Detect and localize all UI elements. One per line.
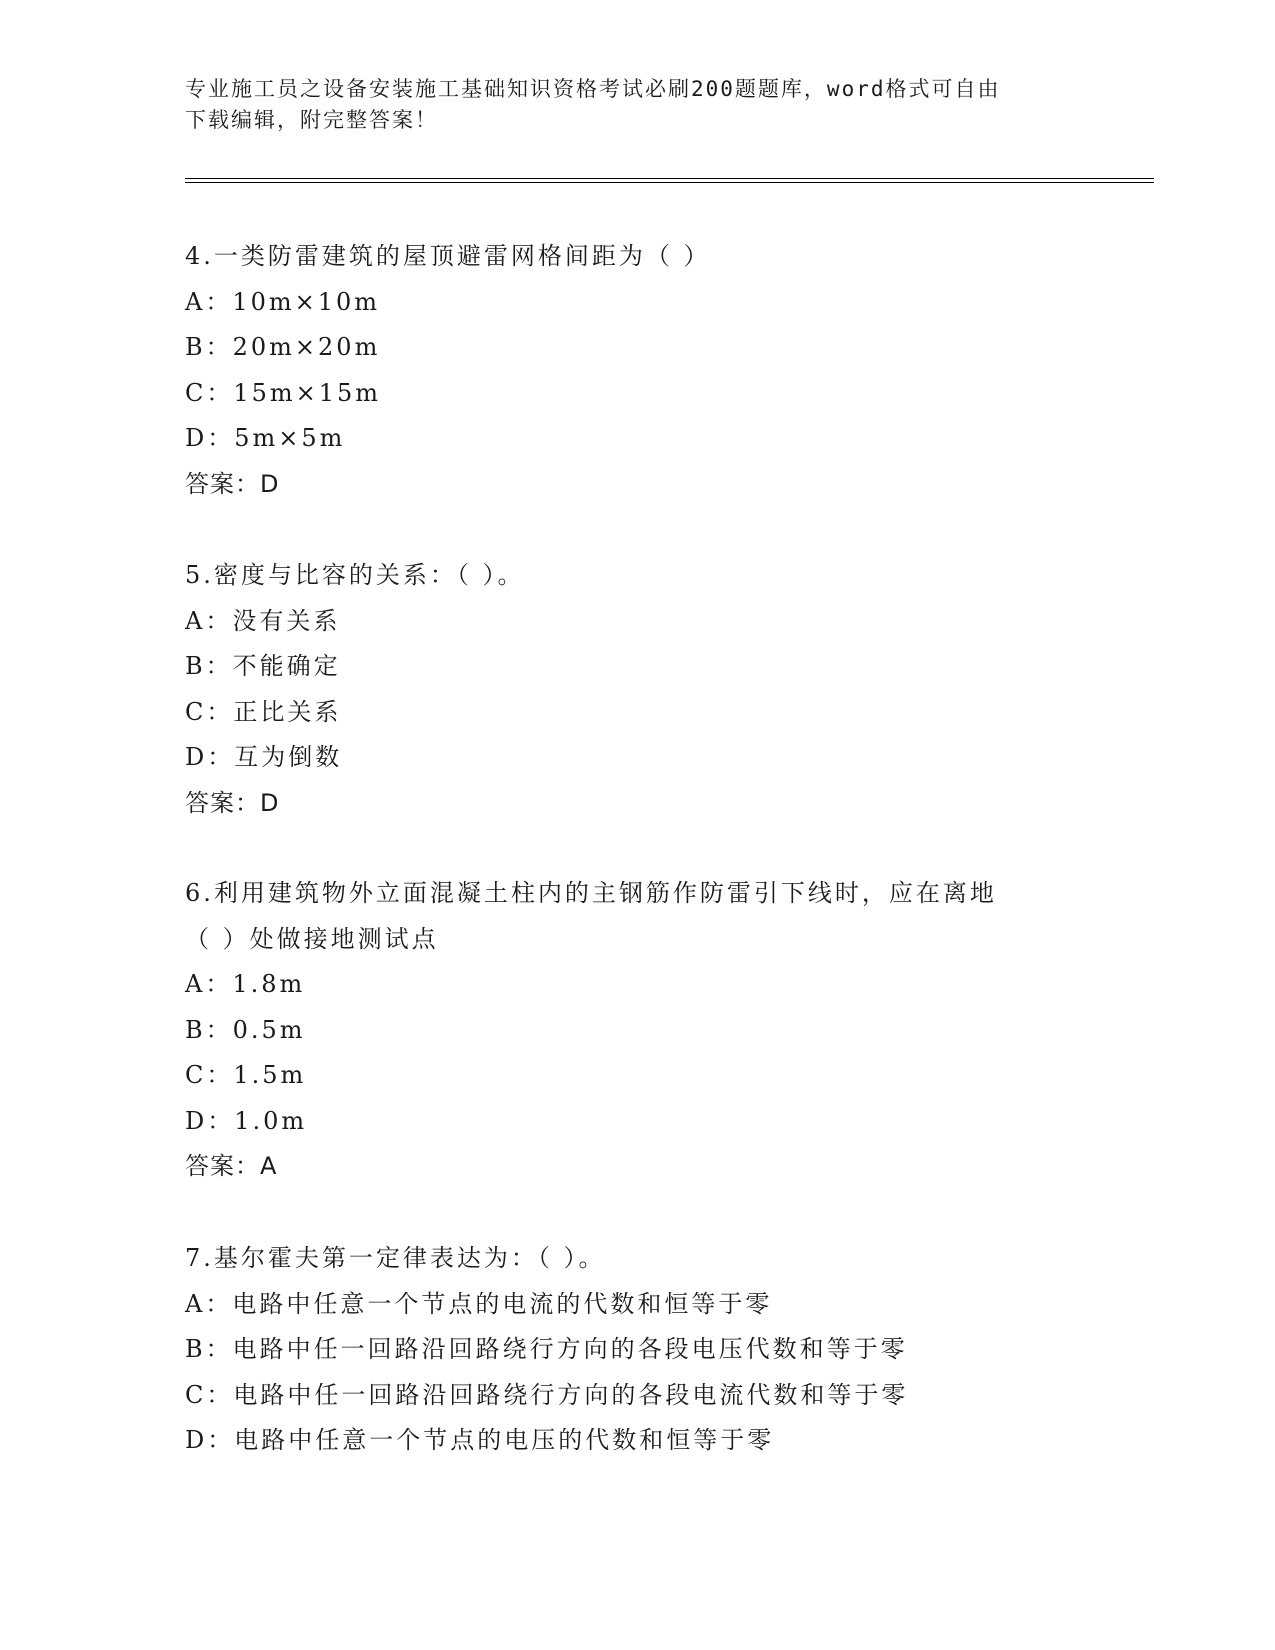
answer-label: 答案：D (185, 788, 280, 817)
question-6 (185, 871, 1085, 1190)
header-divider-top (185, 178, 1154, 179)
option-a: A：没有关系 (185, 606, 341, 635)
option-c: C：15m×15m (185, 378, 382, 407)
question-stem-line-2: （ ）处做接地测试点 (185, 924, 439, 953)
option-b: B：电路中任一回路沿回路绕行方向的各段电压代数和等于零 (185, 1335, 908, 1363)
option-b: B：0.5m (185, 1015, 306, 1044)
question-4 (185, 234, 1085, 507)
option-a: A：电路中任意一个节点的电流的代数和恒等于零 (185, 1289, 773, 1318)
option-c: C：正比关系 (185, 697, 342, 726)
option-c: C：电路中任一回路沿回路绕行方向的各段电流代数和等于零 (185, 1380, 909, 1409)
option-c: C：1.5m (185, 1061, 307, 1089)
header-divider-bottom (185, 182, 1154, 183)
option-b: B：不能确定 (185, 652, 341, 680)
question-stem-line-1: 6.利用建筑物外立面混凝土柱内的主钢筋作防雷引下线时，应在离地 (185, 879, 997, 907)
answer-label: 答案：A (185, 1152, 278, 1180)
option-d: D：1.0m (185, 1106, 308, 1135)
question-7 (185, 1236, 1085, 1464)
option-a: A：1.8m (185, 970, 306, 998)
header-line-2: 下载编辑，附完整答案！ (185, 108, 438, 132)
question-5 (185, 553, 1085, 826)
question-stem: 5.密度与比容的关系：（ ）。 (185, 561, 525, 589)
header-line-1: 专业施工员之设备安装施工基础知识资格考试必刷200题题库，word格式可自由 (185, 77, 1001, 101)
question-stem: 4.一类防雷建筑的屋顶避雷网格间距为（ ） (185, 242, 711, 270)
option-b: B：20m×20m (185, 333, 381, 361)
answer-label: 答案：D (185, 469, 280, 498)
option-a: A：10m×10m (185, 287, 381, 316)
question-stem: 7.基尔霍夫第一定律表达为：（ ）。 (185, 1244, 606, 1272)
option-d: D：5m×5m (185, 424, 346, 452)
document-header (185, 74, 1085, 136)
option-d: D：互为倒数 (185, 743, 343, 771)
option-d: D：电路中任意一个节点的电压的代数和恒等于零 (185, 1426, 775, 1454)
